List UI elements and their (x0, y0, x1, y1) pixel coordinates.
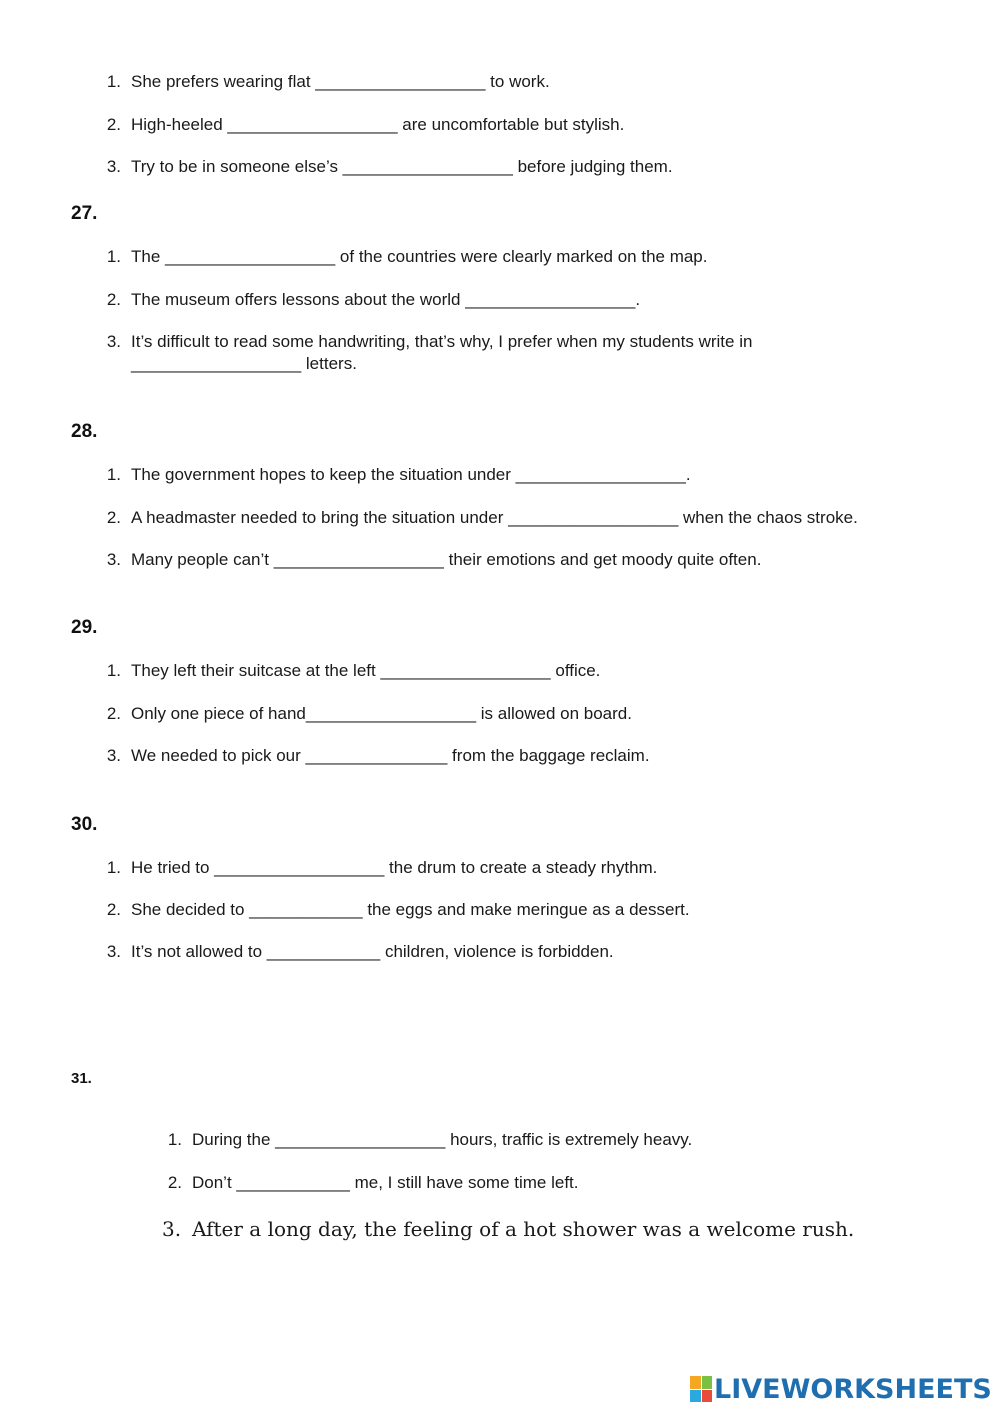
item-number: 1. (106, 247, 121, 266)
item-text: We needed to pick our _______________ from the baggage reclaim. (131, 746, 650, 765)
item-number: 3. (106, 746, 121, 765)
item-text: He tried to __________________ the drum to create a steady rhythm. (131, 858, 658, 877)
item-text: Only one piece of hand__________________ is allowed on board. (131, 704, 632, 723)
item-text: The __________________ of the countries were clearly marked on the map. (131, 247, 708, 266)
item-number: 3. (106, 942, 121, 961)
item-number: 3. (162, 1217, 182, 1241)
section-heading-27: 27. (71, 203, 98, 224)
item-number: 2. (106, 704, 121, 723)
item-number: 3. (106, 332, 121, 351)
item-number: 2. (106, 900, 121, 919)
section-heading-31: 31. (71, 1070, 92, 1087)
item-number: 1. (106, 465, 121, 484)
item-number: 1. (106, 858, 121, 877)
section-heading-29: 29. (71, 617, 98, 638)
logo-mark-icon (690, 1376, 712, 1402)
item-number: 1. (106, 661, 121, 680)
item-text: Don’t ____________ me, I still have some time left. (192, 1173, 579, 1192)
item-text: The government hopes to keep the situation under __________________. (131, 465, 691, 484)
item-text: After a long day, the feeling of a hot shower was a welcome rush. (192, 1217, 855, 1241)
item-text: A headmaster needed to bring the situation under __________________ when the chaos stroke. (131, 508, 858, 527)
item-text: The museum offers lessons about the world __________________. (131, 290, 641, 309)
item-number: 2. (167, 1173, 182, 1192)
item-number: 2. (106, 115, 121, 134)
section-heading-30: 30. (71, 814, 98, 835)
section-heading-28: 28. (71, 421, 98, 442)
item-text: She prefers wearing flat __________________ to work. (131, 72, 550, 91)
item-text: Many people can’t __________________ their emotions and get moody quite often. (131, 550, 762, 569)
item-number: 2. (106, 508, 121, 527)
item-number: 3. (106, 550, 121, 569)
item-number: 3. (106, 157, 121, 176)
item-text: During the __________________ hours, traffic is extremely heavy. (192, 1130, 693, 1149)
item-text: High-heeled __________________ are uncomfortable but stylish. (131, 115, 625, 134)
item-number: 1. (167, 1130, 182, 1149)
item-number: 1. (106, 72, 121, 91)
item-text: It’s not allowed to ____________ children, violence is forbidden. (131, 942, 614, 961)
liveworksheets-logo (690, 1374, 992, 1404)
logo-text: LIVEWORKSHEETS (714, 1373, 992, 1405)
item-text: She decided to ____________ the eggs and make meringue as a dessert. (131, 900, 690, 919)
item-text: They left their suitcase at the left __________________ office. (131, 661, 601, 680)
item-text: Try to be in someone else’s __________________ before judging them. (131, 157, 673, 176)
item-text: It’s difficult to read some handwriting, that’s why, I prefer when my students write in __________________ letters. (131, 332, 753, 373)
item-number: 2. (106, 290, 121, 309)
